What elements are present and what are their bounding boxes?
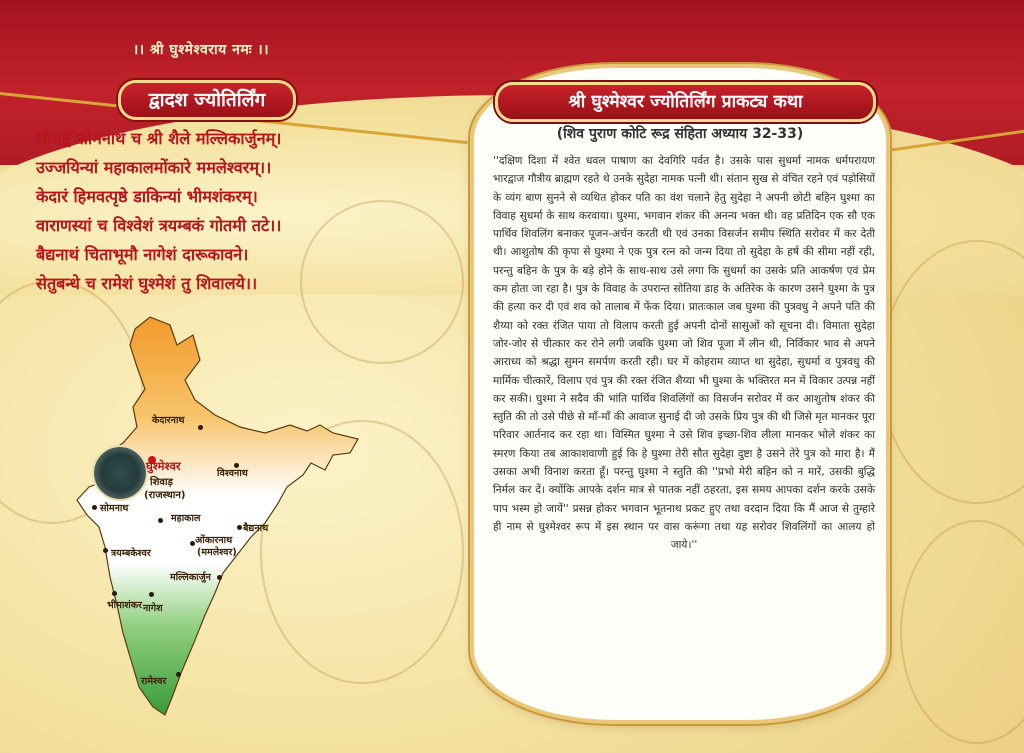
jyotirlinga-title: द्वादश ज्योतिर्लिंग	[118, 80, 296, 120]
label-baidyanath: बैद्यनाथ	[243, 523, 269, 534]
map-marker	[112, 591, 117, 596]
map-marker	[92, 505, 97, 510]
india-map	[75, 315, 365, 720]
label-somnath: सोमनाथ	[100, 503, 129, 514]
shloka-line: उज्जयिन्यां महाकालमोंकारे ममलेश्वरम्।।	[36, 158, 272, 177]
shloka-line: वाराणस्यां च विश्वेशं त्रयम्बकं गोतमी तटे।।	[36, 216, 282, 235]
shloka-line: सौराष्ट्रे सोमनाथं च श्री शैले मल्लिकार्जुनम्।	[36, 129, 282, 148]
story-subtitle: (शिव पुराण कोटि रूद्र संहिता अध्याय 32-33)	[556, 126, 804, 142]
decor-swirl	[900, 520, 1024, 744]
map-marker	[198, 425, 203, 430]
label-rameshwar: रामेश्वर	[141, 676, 167, 687]
mantra-text: ।। श्री घुश्मेश्वराय नमः ।।	[133, 42, 270, 58]
label-rajasthan: (राजस्थान)	[144, 490, 186, 501]
story-body: ''दक्षिण दिशा में श्वेत धवल पाषाण का देवगिरि पर्वत है। उसके पास सुधर्मा नामक धर्मपरायण भारद्वाज गौत्रीय ब्राह्मण रहते थे उनके सुदेहा नामक पत्नी थी। संतान सुख से वंचित रहने एवं पड़ोसियों के व्यंग बाण सुनने से व्यथित होकर पति का वंश चलाने हेतु सुदेहा ने अपनी छोटी बहिन घुश्मा का विवाह सुधर्मा के साथ करवाया। घुश्मा, भगवान शंकर की अनन्य भक्त थी। वह प्रतिदिन एक सौ एक पार्थिव शिवलिंग बनाकर पूजन-अर्चन करती थी एवं उनका विसर्जन समीप स्थिति सरोवर में कर देती थी। आशुतोष की कृपा से घुश्मा ने एक पुत्र रत्न को जन्म दिया तो सुदेहा के हर्ष की सीमा नहीं रही, परन्तु बहिन के पुत्र के बड़े होने के साथ-साथ उसे लगा कि सुधर्मा का उसके प्रति आकर्षण एवं प्रेम कम होता जा रहा है। पुत्र के विवाह के उपरान्त सोतिया डाह के अतिरेक के कारण उसने घुश्मा के पुत्र की हत्या कर दी एवं शव को तालाब में फेंक दिया। प्रातःकाल जब घुश्मा की पुत्रवधु ने अपने पति की शैय्या को रक्त रंजित पाया तो विलाप करती हुई अपनी दोनों सासुओं को सूचना दी। विमाता सुदेहा जोर-जोर से चीत्कार कर रोने लगी जबकि घुश्मा जो शिव पूजा में लीन थी, निर्विकार भाव से अपने आराध्य को श्रद्धा सुमन समर्पण करती रही। घर में कोहराम व्याप्त था सुदेहा, सुधर्मा व पुत्रवधु की मार्मिक चीत्कारें, विलाप एवं पुत्र की रक्त रंजित शैय्या भी घुश्मा के भक्तिरत मन में विकार उत्पन्न नहीं कर सकी। घुश्मा ने सदैव की भांति पार्थिव शिवलिंगों का विसर्जन सरोवर में कर आशुतोष शंकर की स्तुति की तो उसे पीछे से माँ-माँ की आवाज सुनाई दी जो उसके प्रिय पुत्र की थी जिसे मृत मानकर पूरा परिवार आर्तनाद कर रहा था। विस्मित घुश्मा ने उसे शिव इच्छा-शिव लीला मानकर भोले शंकर का स्मरण किया तब आकाशवाणी हुई कि हे घुश्मा तेरी सौत सुदेहा दुष्टा है उसने तेरे पुत्र को मारा है। मैं उसका अभी विनाश करता हूँ। परन्तु घुश्मा ने स्तुति की ''प्रभो मेरी बहिन को न मारें, उसकी बुद्धि निर्मल कर दें। क्योंकि आपके दर्शन मात्र से पातक नहीं ठहरता, इस समय आपका दर्शन करके उसके पाप भस्म हो जायें'' प्रसन्न होकर भगवान भूतनाथ प्रकट हुए तथा वरदान दिया कि मैं आज से तुम्हारे ही नाम से घुश्मेश्वर रूप में इस स्थान पर वास करूंगा तथा यह सरोवर शिवलिंगों का आलय हो जाये।''	[493, 155, 875, 552]
map-marker	[103, 548, 108, 553]
label-vishwanath: विश्वनाथ	[217, 468, 248, 479]
label-shivad: शिवाड़	[150, 477, 173, 488]
map-marker	[176, 672, 181, 677]
label-mahakal: महाकाल	[171, 513, 201, 524]
label-nageshwar: नागेश	[143, 603, 163, 614]
map-marker	[217, 575, 222, 580]
label-bhimashankar: भीमाशंकर	[107, 600, 142, 611]
shloka-block	[36, 124, 406, 298]
map-marker	[237, 525, 242, 530]
ghushmeshwar-emblem	[92, 445, 148, 501]
shloka-line: बैद्यनाथं चिताभूमौ नागेशं दारूकावने।	[36, 245, 249, 264]
map-marker	[149, 592, 154, 597]
label-trimbakeshwar: त्रयम्बकेश्वर	[111, 548, 151, 559]
label-mamleshwar: (ममलेश्वर)	[197, 547, 237, 558]
label-omkareshwar: ओंकारनाथ	[195, 535, 233, 546]
story-title: श्री घुश्मेश्वर ज्योतिर्लिंग प्राकट्य कथा	[495, 82, 876, 122]
shloka-line: सेतुबन्धे च रामेशं घुश्मेशं तु शिवालये।।	[36, 274, 258, 293]
label-kedarnath: केदारनाथ	[152, 415, 185, 426]
label-ghushmeshwar: घुश्मेश्वर	[146, 459, 181, 473]
shloka-line: केदारं हिमवत्पृष्ठे डाकिन्यां भीमशंकरम्।	[36, 187, 258, 206]
label-mallikarjun: मल्लिकार्जुन	[170, 572, 211, 583]
map-marker	[158, 518, 163, 523]
